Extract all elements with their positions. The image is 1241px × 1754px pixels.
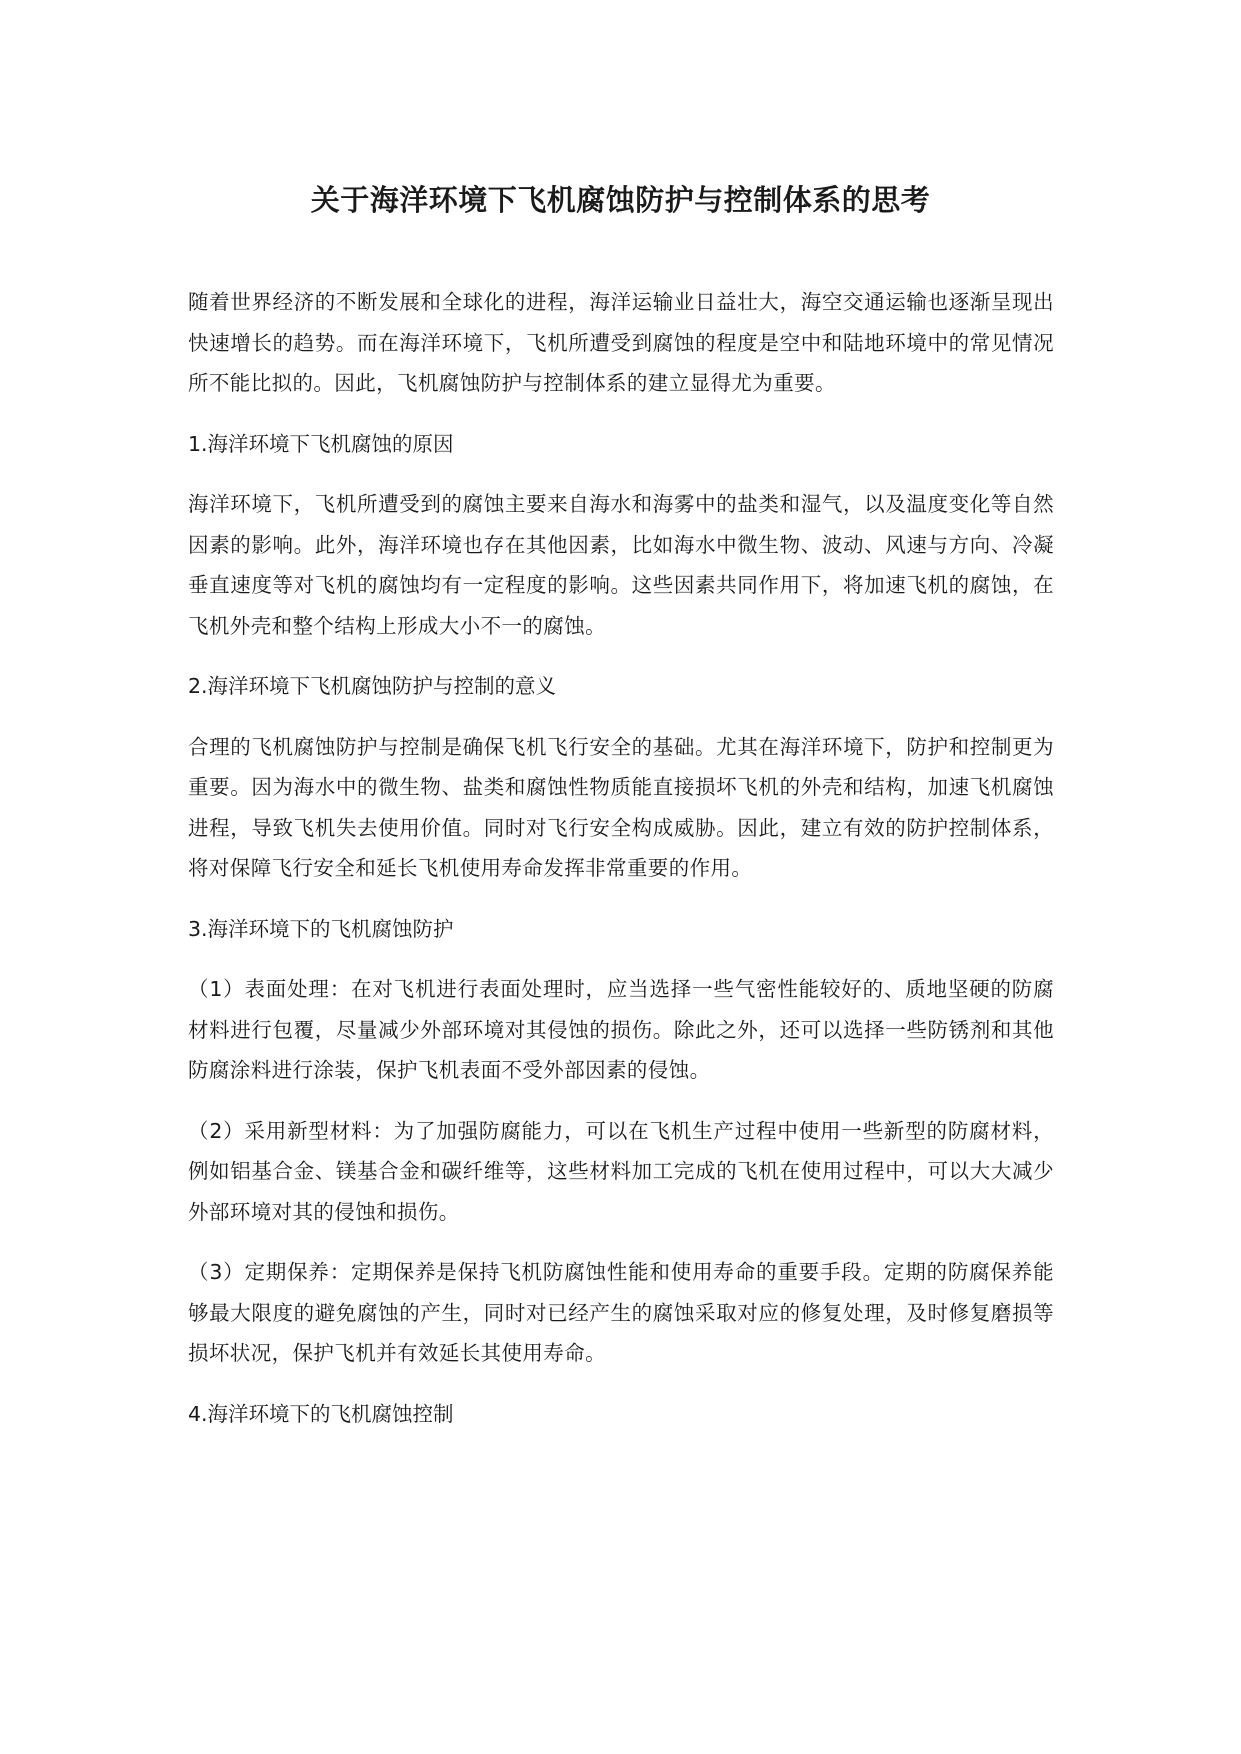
section-heading-2: 2.海洋环境下飞机腐蚀防护与控制的意义 <box>188 674 557 698</box>
section-heading-4: 4.海洋环境下的飞机腐蚀控制 <box>188 1401 454 1426</box>
section-3-paragraph-3: （3）定期保养：定期保养是保持飞机防腐蚀性能和使用寿命的重要手段。定期的防腐保养能够最大限度的避免腐蚀的产生，同时对已经产生的腐蚀采取对应的修复处理，及时修复磨损等损坏状况，保护飞机并有效延长其使用寿命。 <box>188 1260 1054 1365</box>
section-heading-3: 3.海洋环境下的飞机腐蚀防护 <box>188 916 454 941</box>
section-1-paragraph-1: 海洋环境下，飞机所遭受到的腐蚀主要来自海水和海雾中的盐类和湿气，以及温度变化等自然因素的影响。此外，海洋环境也存在其他因素，比如海水中微生物、波动、风速与方向、冷凝垂直速度等对飞机的腐蚀均有一定程度的影响。这些因素共同作用下，将加速飞机的腐蚀，在飞机外壳和整个结构上形成大小不一的腐蚀。 <box>188 492 1054 638</box>
document-title: 关于海洋环境下飞机腐蚀防护与控制体系的思考 <box>310 183 931 217</box>
section-2-paragraph-1: 合理的飞机腐蚀防护与控制是确保飞机飞行安全的基础。尤其在海洋环境下，防护和控制更为重要。因为海水中的微生物、盐类和腐蚀性物质能直接损坏飞机的外壳和结构，加速飞机腐蚀进程，导致飞机失去使用价值。同时对飞行安全构成威胁。因此，建立有效的防护控制体系，将对保障飞行安全和延长飞机使用寿命发挥非常重要的作用。 <box>188 734 1054 880</box>
section-3-paragraph-2: （2）采用新型材料：为了加强防腐能力，可以在飞机生产过程中使用一些新型的防腐材料，例如铝基合金、镁基合金和碳纤维等，这些材料加工完成的飞机在使用过程中，可以大大减少外部环境对其的侵蚀和损伤。 <box>188 1118 1054 1224</box>
section-3-paragraph-1: （1）表面处理：在对飞机进行表面处理时，应当选择一些气密性能较好的、质地坚硬的防腐材料进行包覆，尽量减少外部环境对其侵蚀的损伤。除此之外，还可以选择一些防锈剂和其他防腐涂料进行涂装，保护飞机表面不受外部因素的侵蚀。 <box>188 977 1054 1082</box>
section-heading-1: 1.海洋环境下飞机腐蚀的原因 <box>188 431 454 456</box>
document-body <box>188 282 1054 1454</box>
intro-paragraph: 随着世界经济的不断发展和全球化的进程，海洋运输业日益壮大，海空交通运输也逐渐呈现出快速增长的趋势。而在海洋环境下，飞机所遭受到腐蚀的程度是空中和陆地环境中的常见情况所不能比拟的。因此，飞机腐蚀防护与控制体系的建立显得尤为重要。 <box>188 290 1054 395</box>
